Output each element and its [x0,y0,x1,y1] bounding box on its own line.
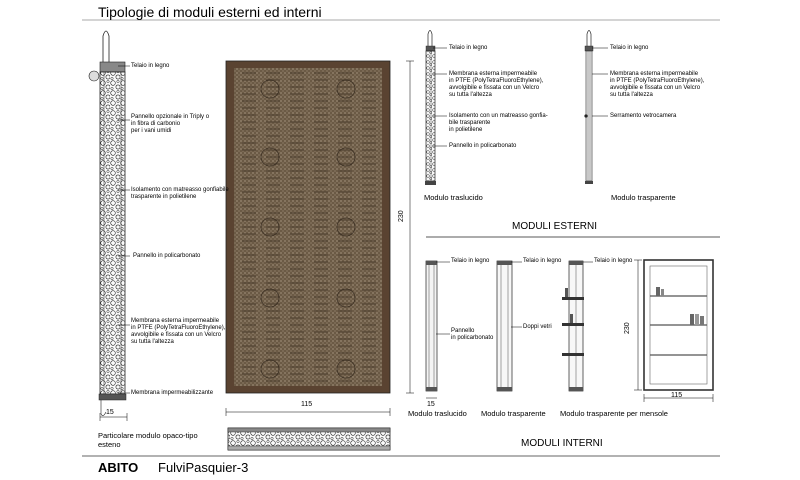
int-trasparente-section [497,261,512,391]
label-line: in policarbonato [451,335,494,341]
left-caption [98,431,198,449]
label-line: in PTFE (PolyTetraFluoroEthylene), [610,78,705,84]
ext-trasl-label-isolamento [449,113,548,134]
label-line: avvolgibile e fissata con un Velcro [131,332,222,338]
left-label-telaio: Telaio in legno [131,63,170,69]
shelf-height-label: 230 [624,322,631,334]
left-label-policarbonato: Pannello in policarbonato [133,253,201,259]
ext-trasl-label-policarbonato: Pannello in policarbonato [449,143,517,149]
int-trasl-label-telaio: Telaio in legno [451,258,490,264]
caption-line: Particolare modulo opaco-tipo [98,431,198,440]
caption-line: esteno [98,440,121,449]
left-label-pannello-opzionale [131,114,209,135]
label-line: avvolgibile e fissata con un Velcro [610,85,701,91]
ext-trasparente-leaders [592,48,608,116]
footer-brand: ABITO [98,460,139,475]
int-trasparente-leaders [511,262,522,327]
left-label-isolamento [131,187,229,201]
int-mensole-caption: Modulo trasparente per mensole [560,409,668,418]
int-trasp-label-telaio: Telaio in legno [523,258,562,264]
int-trasp-label-doppi: Doppi vetri [523,324,552,330]
label-line: Isolamento con matreasso gonfiabile [131,187,229,193]
shelf-elevation [644,260,713,390]
label-line: Membrana esterna impermeabile [449,71,538,77]
label-line: Pannello opzionale in Triply o [131,114,210,120]
ext-trasl-caption: Modulo traslucido [424,193,483,202]
label-line: Isolamento con un matreasso gonfia- [449,113,548,119]
label-line: su tutta l'altezza [449,92,492,98]
center-width-dimension [226,408,390,416]
label-line: Membrana esterna impermeabile [610,71,699,77]
label-line: Pannello [451,328,475,334]
int-trasl-label-pannello [451,328,493,342]
footer-project: FulviPasquier-3 [158,460,249,475]
ext-traslucido-section [425,31,436,186]
page-title: Tipologie di moduli esterni ed interni [98,4,322,20]
ext-trasl-label-telaio: Telaio in legno [449,45,488,51]
ext-trasparente-section [584,31,593,185]
label-line: in PTFE (PolyTetraFluoroEthylene), [449,78,544,84]
ext-trasp-label-telaio: Telaio in legno [610,45,649,51]
label-line: in PTFE (PolyTetraFluoroEthylene), [131,325,226,331]
center-width-label: 115 [301,401,313,408]
left-label-impermeabilizzante: Membrana impermeabilizzante [131,390,214,396]
left-width-label: 15 [106,409,114,416]
label-line: Membrana esterna impermeabile [131,318,220,324]
int-traslucido-section [426,261,437,391]
label-line: su tutta l'altezza [131,339,174,345]
center-height-label: 230 [398,210,405,222]
left-wall-section [89,31,126,416]
shelf-width-label: 115 [671,392,683,399]
ext-trasp-caption: Modulo trasparente [611,193,676,202]
label-line: trasparente in polietilene [131,194,197,200]
section-title-esterni: MODULI ESTERNI [512,221,598,232]
center-height-dimension [406,61,414,393]
left-label-membrana [131,318,225,346]
label-line: su tutta l'altezza [610,92,653,98]
int-mensole-section [562,261,584,391]
int-trasl-dim: 15 [427,401,435,408]
label-line: avvolgibile e fissata con un Velcro [449,85,540,91]
int-trasl-caption: Modulo traslucido [408,409,467,418]
int-trasp-caption: Modulo trasparente [481,409,546,418]
section-title-interni: MODULI INTERNI [521,438,603,449]
label-line: in polietilene [449,127,483,133]
center-plan-section [228,428,390,450]
ext-trasp-label-serramento: Serramento vetrocamera [610,113,677,119]
ext-trasl-label-membrana [449,71,543,99]
label-line: in fibra di carbonio [131,121,181,127]
label-line: per i vani umidi [131,128,172,134]
int-mensole-label-telaio: Telaio in legno [594,258,633,264]
label-line: bile trasparente [449,120,491,126]
center-panel-elevation [226,61,390,393]
ext-trasp-label-membrana [610,71,704,99]
